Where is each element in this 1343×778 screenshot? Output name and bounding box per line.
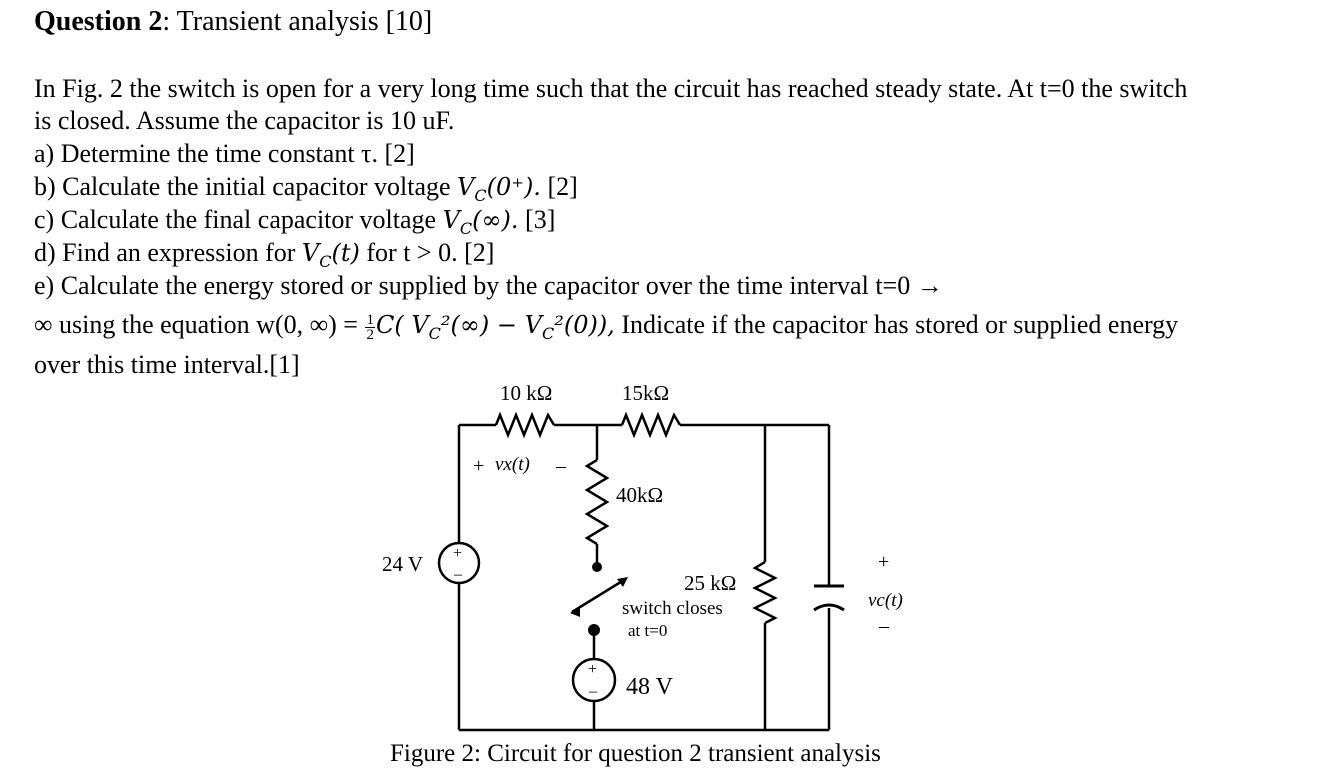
part-b-math (457, 173, 541, 205)
body-line-1: In Fig. 2 the switch is open for a very long time such that the circuit has reached steady state. At t=0 the switch (34, 74, 1188, 103)
vc-symbol: V (301, 239, 320, 267)
label-25k: 25 kΩ (684, 571, 737, 595)
label-24v: 24 V (382, 552, 424, 576)
label-15k: 15kΩ (622, 381, 670, 405)
resistor-40k (587, 460, 607, 544)
fraction-denominator: 2 (366, 326, 374, 343)
source-48v-minus: – (589, 683, 597, 700)
vc-symbol: V (442, 206, 460, 234)
switch-label-1: switch closes (622, 598, 723, 619)
circuit-figure (360, 378, 960, 748)
equation-part-1: C( V (375, 311, 429, 339)
question-title (34, 6, 432, 38)
equation-part-2: ²(∞) − V (440, 311, 542, 339)
source-24v-plus: + (453, 545, 463, 562)
label-48v: 48 V (626, 674, 673, 700)
vc-plus: + (878, 551, 890, 573)
vc-minus: – (879, 615, 889, 637)
label-10k: 10 kΩ (500, 381, 553, 405)
switch-contact-top (592, 562, 602, 572)
switch-arrowhead-icon (570, 607, 580, 617)
part-c-arg: (∞). (472, 206, 519, 234)
part-b-arg: (0⁺). (486, 173, 541, 201)
part-d-arg: (t) (331, 239, 360, 267)
part-e-instruction: Indicate if the capacitor has stored or supplied energy (614, 310, 1179, 339)
vx-plus: + (473, 455, 485, 477)
circuit-diagram (360, 378, 960, 748)
part-b-marks: [2] (540, 172, 578, 201)
fraction-numerator: 1 (366, 311, 374, 328)
vx-minus: – (556, 455, 566, 477)
vc-subscript: C (428, 323, 441, 343)
figure-caption: Figure 2: Circuit for question 2 transient analysis (390, 740, 881, 767)
vc-subscript: C (459, 218, 473, 238)
vc-subscript: C (319, 251, 332, 271)
resistor-10k (496, 415, 554, 435)
switch-label-2: at t=0 (628, 621, 668, 640)
question-label: Question 2 (34, 6, 163, 37)
half-fraction (365, 313, 375, 342)
vc-symbol: V (457, 173, 475, 201)
energy-equation (375, 311, 615, 343)
vc-subscript: C (474, 185, 487, 205)
switch-contact-bottom (588, 624, 600, 636)
part-b-text: b) Calculate the initial capacitor voltage (34, 172, 458, 201)
part-e-line-2 (34, 309, 1178, 350)
part-c-math (442, 206, 519, 238)
source-24v-minus: – (454, 566, 462, 583)
vc-subscript: C (541, 323, 555, 343)
question-title-rest: : Transient analysis [10] (162, 6, 433, 37)
part-c-marks: [3] (518, 205, 556, 234)
part-e-equation-lead: ∞ using the equation w(0, ∞) = (34, 310, 365, 339)
part-d-text: d) Find an expression for (34, 238, 302, 267)
equation-part-3: ²(0)), (554, 311, 615, 339)
source-48v-plus: + (588, 661, 598, 678)
resistor-15k (622, 415, 680, 435)
part-e-line-3: over this time interval.[1] (34, 350, 300, 379)
vx-label: vx(t) (495, 454, 530, 475)
part-d-tail: for t > 0. [2] (359, 238, 495, 267)
vc-label: vc(t) (868, 590, 903, 611)
part-c-text: c) Calculate the final capacitor voltage (34, 205, 443, 234)
label-40k: 40kΩ (616, 483, 664, 507)
body-line-2: is closed. Assume the capacitor is 10 uF. (34, 106, 455, 135)
part-a: a) Determine the time constant τ. [2] (34, 139, 415, 168)
part-e-line-1: e) Calculate the energy stored or supplied by the capacitor over the time interval t=0 → (34, 271, 943, 300)
resistor-25k (755, 562, 775, 623)
part-d-math (301, 239, 360, 271)
